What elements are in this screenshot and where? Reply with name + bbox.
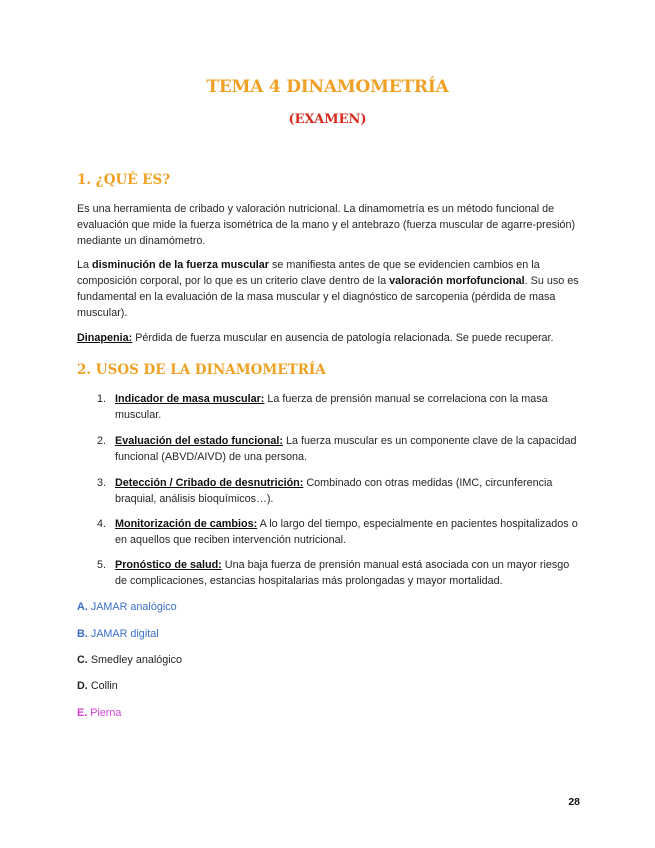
page-title: TEMA 4 DINAMOMETRÍA: [206, 77, 449, 97]
answer-option-d: [77, 678, 118, 694]
answer-option-c: [77, 652, 182, 668]
list-item: [97, 516, 582, 548]
list-item-term: Detección / Cribado de desnutrición:: [115, 477, 304, 489]
list-item-text: Combinado con otras medidas (IMC, circunferencia braquial, análisis bioquímicos…).: [115, 477, 553, 505]
list-item-text: La fuerza muscular es un componente clave de la capacidad funcional (ABVD/AIVD) de una persona.: [115, 435, 577, 463]
list-item-text: La fuerza de prensión manual se correlaciona con la masa muscular.: [115, 393, 548, 421]
list-item-number: 3.: [97, 477, 107, 489]
section-2-heading: 2. USOS DE LA DINAMOMETRÍA: [77, 362, 326, 378]
list-item-term: Monitorización de cambios:: [115, 518, 258, 530]
list-item-number: 1.: [97, 393, 107, 405]
option-text: JAMAR analógico: [90, 601, 177, 613]
list-item-text: A lo largo del tiempo, especialmente en pacientes hospitalizados o en aquellos que reciben intervención nutricional.: [115, 518, 578, 546]
option-text: Smedley analógico: [90, 654, 183, 666]
list-item: [97, 557, 582, 589]
p2-text-c: se manifiesta antes de que se evidencien cambios en la composición corporal, por lo que es un criterio clave dentro de la: [77, 259, 540, 287]
section-1-paragraph-3: [77, 330, 582, 346]
list-item: [97, 475, 582, 507]
p2-bold-valoracion: valoración morfofuncional: [389, 275, 525, 287]
list-item-term: Pronóstico de salud:: [115, 559, 222, 571]
list-item-term: Evaluación del estado funcional:: [115, 435, 283, 447]
p2-text-e: . Su uso es fundamental en la evaluación de la masa muscular y el diagnóstico de sarcopenia (pérdida de masa muscular).: [77, 275, 579, 319]
page-subtitle: (EXAMEN): [288, 112, 367, 127]
section-1-paragraph-2: [77, 257, 582, 321]
answer-option-e: [77, 705, 121, 721]
list-item-number: 4.: [97, 518, 107, 530]
list-item-text: Una baja fuerza de prensión manual está asociada con un mayor riesgo de complicaciones, estancias hospitalarias más prolongadas y mayor mortalidad.: [115, 559, 570, 587]
option-text: Pierna: [90, 707, 122, 719]
dinapenia-term: Dinapenia:: [77, 332, 133, 344]
p2-bold-fuerza: disminución de la fuerza muscular: [92, 259, 270, 271]
list-item-number: 5.: [97, 559, 107, 571]
option-letter: A.: [77, 601, 88, 613]
dinapenia-definition: Pérdida de fuerza muscular en ausencia de patología relacionada. Se puede recuperar.: [132, 332, 554, 344]
option-letter: C.: [77, 654, 88, 666]
option-text: Collin: [90, 680, 118, 692]
option-letter: D.: [77, 680, 88, 692]
list-item: [97, 433, 582, 465]
page-number: 28: [568, 796, 580, 808]
p2-text-a: La: [77, 259, 93, 271]
list-item-number: 2.: [97, 435, 107, 447]
answer-option-a: [77, 599, 177, 615]
section-1-heading: 1. ¿QUÉ ES?: [77, 172, 171, 188]
option-letter: B.: [77, 628, 88, 640]
option-text: JAMAR digital: [90, 628, 159, 640]
section-1-paragraph-1: Es una herramienta de cribado y valoración nutricional. La dinamometría es un método funcional de evaluación que mide la fuerza isométrica de la mano y el antebrazo (fuerza muscular de agarre-presión) mediante un dinamómetro.: [77, 203, 576, 247]
list-item: [97, 391, 582, 423]
list-item-term: Indicador de masa muscular:: [115, 393, 265, 405]
option-letter: E.: [77, 707, 88, 719]
answer-option-b: [77, 626, 159, 642]
